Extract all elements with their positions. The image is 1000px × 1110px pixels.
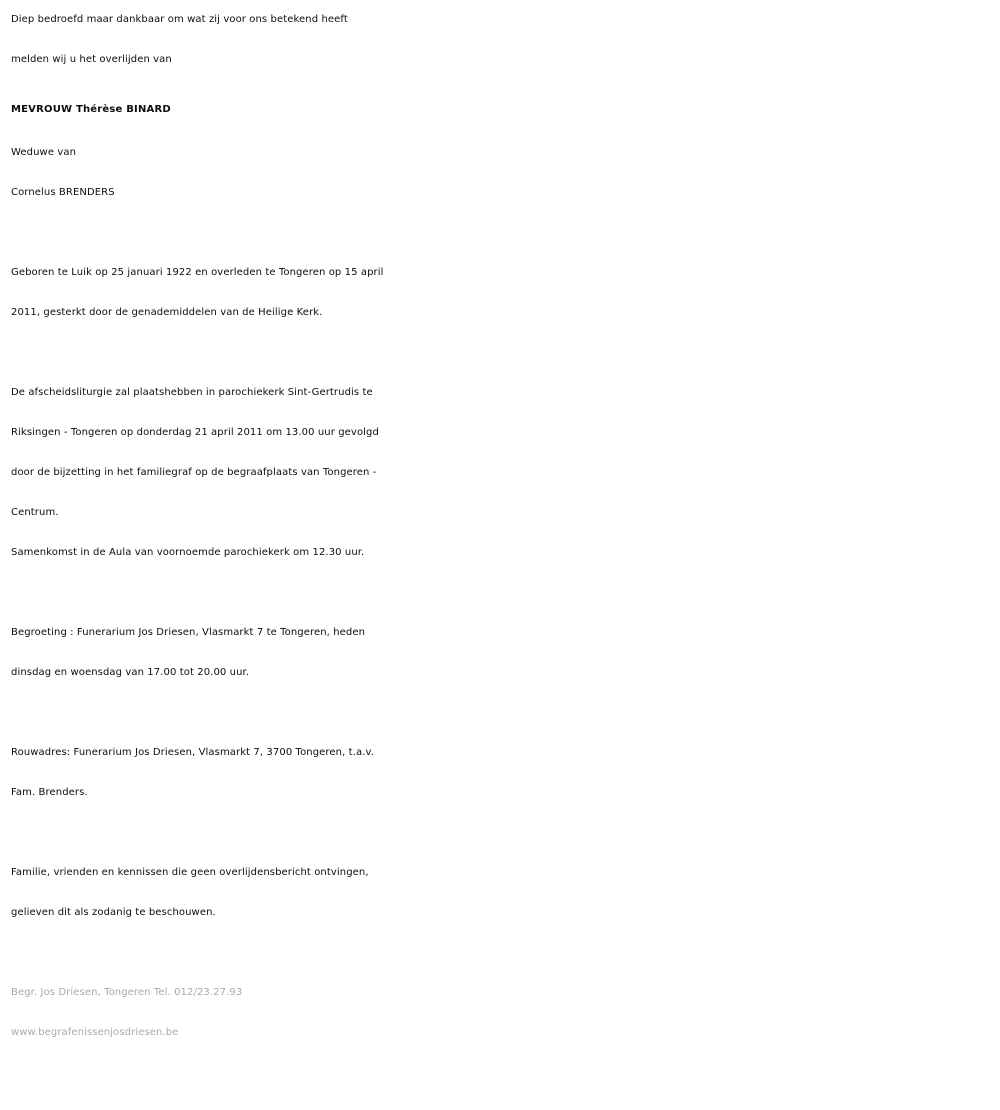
spacer: [11, 333, 991, 373]
deceased-name: MEVROUW Thérèse BINARD: [11, 104, 171, 115]
spacer: [11, 213, 991, 253]
ceremony-paragraph: [11, 373, 991, 573]
notice-paragraph: [11, 853, 991, 933]
spacer: [11, 693, 991, 733]
undertaker-website: www.begrafenissenjosdriesen.be: [11, 1027, 179, 1038]
spacer: [11, 573, 991, 613]
spouse-paragraph: [11, 133, 991, 213]
spouse-line: Cornelus BRENDERS: [11, 187, 115, 198]
visitation-line: dinsdag en woensdag van 17.00 tot 20.00 uur.: [11, 667, 250, 678]
birth-death-paragraph: [11, 253, 991, 333]
mourning-address-line: Fam. Brenders.: [11, 787, 88, 798]
spacer: [11, 813, 991, 853]
birth-death-line: 2011, gesterkt door de genademiddelen van de Heilige Kerk.: [11, 307, 323, 318]
undertaker-contact: Begr. Jos Driesen, Tongeren Tel. 012/23.27.93: [11, 987, 243, 998]
undertaker-footer: [11, 973, 991, 1053]
ceremony-line: De afscheidsliturgie zal plaatshebben in parochiekerk Sint-Gertrudis te: [11, 387, 373, 398]
notice-line: Familie, vrienden en kennissen die geen overlijdensbericht ontvingen,: [11, 867, 369, 878]
mourning-address-line: Rouwadres: Funerarium Jos Driesen, Vlasmarkt 7, 3700 Tongeren, t.a.v.: [11, 747, 374, 758]
notice-line: gelieven dit als zodanig te beschouwen.: [11, 907, 216, 918]
ceremony-line: Riksingen - Tongeren op donderdag 21 april 2011 om 13.00 uur gevolgd: [11, 427, 379, 438]
mourning-address-paragraph: [11, 733, 991, 813]
spacer: [11, 933, 991, 973]
visitation-line: Begroeting : Funerarium Jos Driesen, Vlasmarkt 7 te Tongeren, heden: [11, 627, 366, 638]
ceremony-line: Samenkomst in de Aula van voornoemde parochiekerk om 12.30 uur.: [11, 547, 365, 558]
ceremony-line: door de bijzetting in het familiegraf op de begraafplaats van Tongeren -: [11, 467, 377, 478]
visitation-paragraph: [11, 613, 991, 693]
intro-paragraph: [11, 0, 991, 80]
obituary-notice: [11, 0, 991, 1053]
ceremony-line: Centrum.: [11, 507, 59, 518]
intro-line: Diep bedroefd maar dankbaar om wat zij voor ons betekend heeft: [11, 14, 348, 25]
birth-death-line: Geboren te Luik op 25 januari 1922 en overleden te Tongeren op 15 april: [11, 267, 384, 278]
spouse-line: Weduwe van: [11, 147, 77, 158]
intro-line: melden wij u het overlijden van: [11, 54, 172, 65]
